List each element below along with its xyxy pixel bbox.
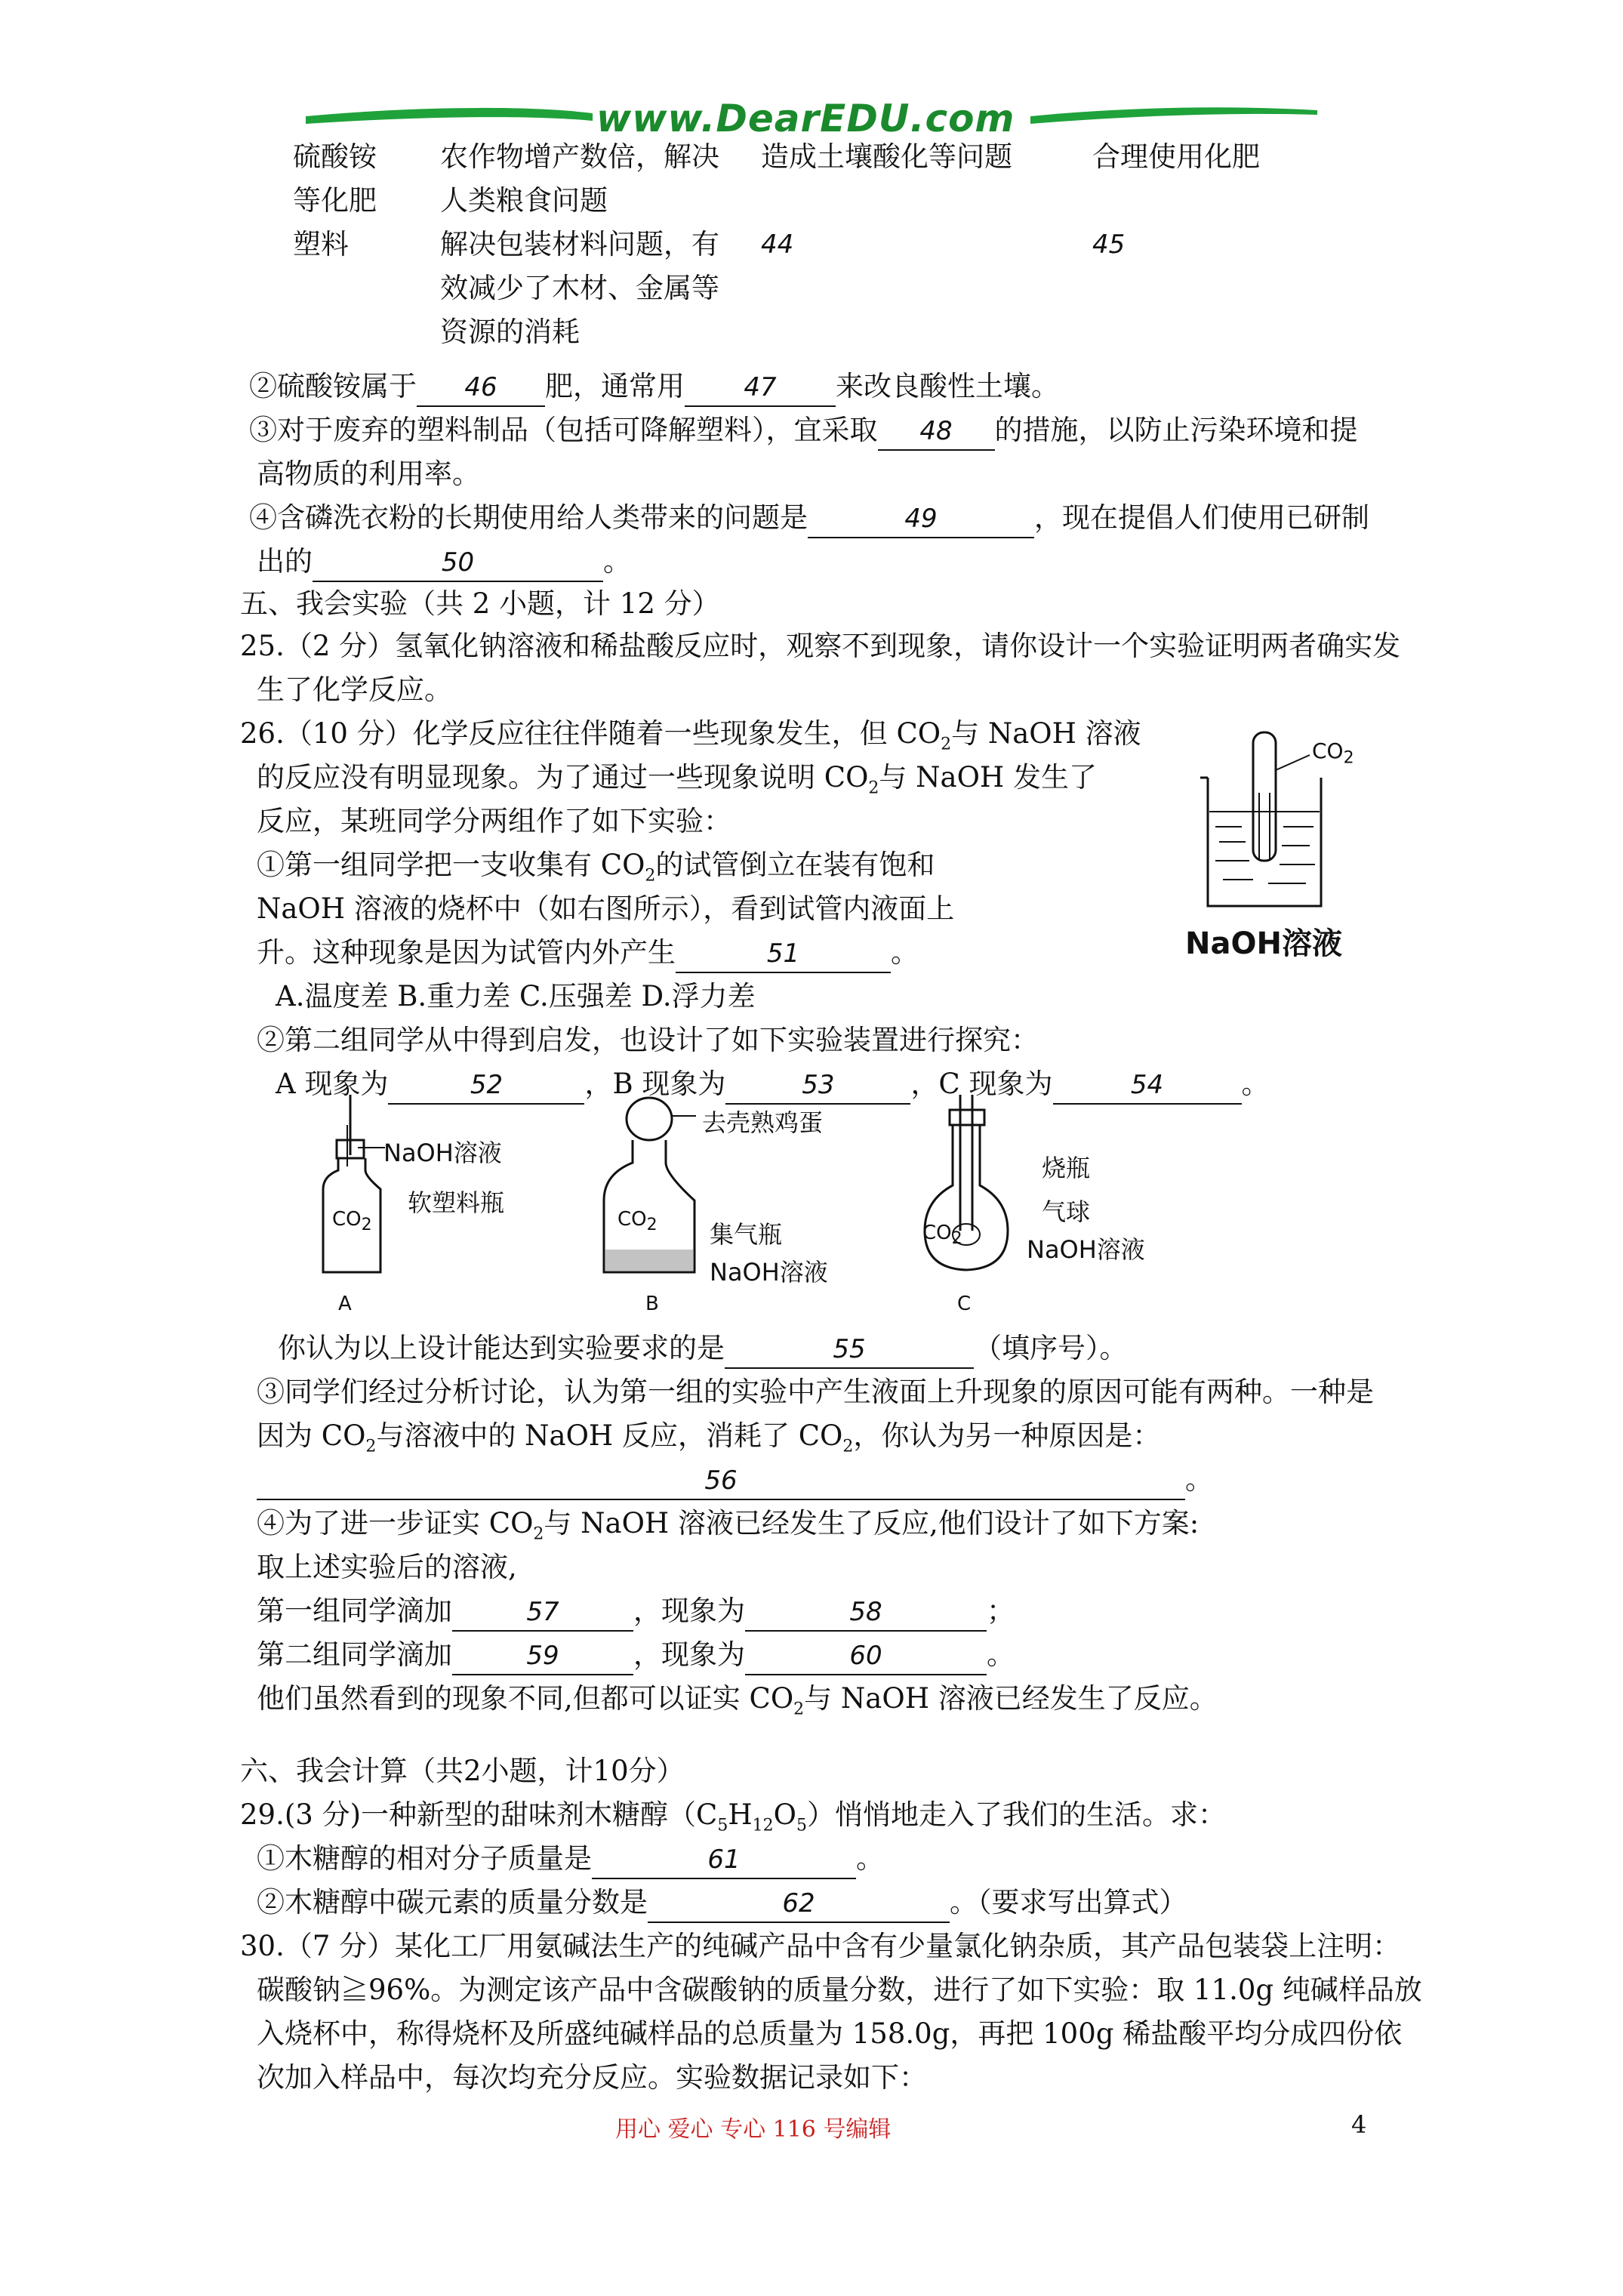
q30-line4: 次加入样品中，每次均充分反应。实验数据记录如下： <box>257 2061 927 2094</box>
figA-gas-label: $CO_2$ <box>332 1208 372 1235</box>
q25-line2: 生了化学反应。 <box>257 673 452 706</box>
figB-jar-label: 集气瓶 <box>710 1220 783 1249</box>
q26-line1: 26.（10 分）化学反应往往伴随着一些现象发生，但 $CO_2$与 NaOH 溶液 <box>240 717 1141 754</box>
apparatus-a <box>302 1095 393 1299</box>
q24-line2: ②硫酸铵属于 46 肥，通常用 47 来改良酸性土壤。 <box>249 365 1059 408</box>
q57-line1: ④为了进一步证实 $CO_2$与 NaOH 溶液已经发生了反应,他们设计了如下方案: <box>257 1507 1200 1544</box>
blank-53: 53 <box>725 1067 910 1105</box>
figB-naoh-label: NaOH溶液 <box>710 1258 828 1287</box>
fig1-naoh-label: NaOH溶液 <box>1185 926 1342 961</box>
figure-abc <box>302 1095 1208 1321</box>
figure-test-tube-beaker <box>1178 725 1434 966</box>
figA-caption: A <box>338 1293 352 1315</box>
q25-line1: 25.（2 分）氢氧化钠溶液和稀盐酸反应时，观察不到现象，请你设计一个实验证明两者确实发 <box>240 630 1401 662</box>
q56-line2: 因为 $CO_2$与溶液中的 NaOH 反应，消耗了 $CO_2$，你认为另一种原因是： <box>257 1419 1161 1456</box>
figC-flask-label: 烧瓶 <box>1042 1154 1091 1182</box>
q56-line1: ③同学们经过分析讨论，认为第一组的实验中产生液面上升现象的原因可能有两种。一种是 <box>257 1376 1374 1408</box>
blank-50: 50 <box>313 544 603 582</box>
table-cell: 硫酸铵 <box>293 140 377 173</box>
q26-abc-line: A 现象为 52 ，B 现象为 53 ，C 现象为 54 。 <box>276 1063 1270 1105</box>
fig1-co2-label: $CO_2$ <box>1312 738 1354 768</box>
blank-52: 52 <box>388 1067 584 1105</box>
q30-line2: 碳酸钠≧96%。为测定该产品中含碳酸钠的质量分数，进行了如下实验：取 11.0g 纯碱样品放 <box>257 1974 1422 2006</box>
table-cell: 解决包装材料问题，有 <box>440 228 719 260</box>
blank-45: 45 <box>1092 230 1126 260</box>
blank-54: 54 <box>1053 1067 1242 1105</box>
figA-bottle-label: 软塑料瓶 <box>408 1188 505 1217</box>
q57-group2: 第二组同学滴加 59 ，现象为 60 。 <box>257 1634 1015 1676</box>
table-cell: 资源的消耗 <box>440 316 580 348</box>
q29-line2: ①木糖醇的相对分子质量是 61 。 <box>257 1838 884 1880</box>
blank-49: 49 <box>808 501 1034 538</box>
q24-line4: ④含磷洗衣粉的长期使用给人类带来的问题是 49 ，现在提倡人们使用已研制 <box>249 497 1369 539</box>
blank-51: 51 <box>676 935 891 973</box>
q57-end: 他们虽然看到的现象不同,但都可以证实 $CO_2$与 NaOH 溶液已经发生了反应。 <box>257 1682 1218 1719</box>
table-cell: 造成土壤酸化等问题 <box>761 140 1012 173</box>
q30-line3: 入烧杯中，称得烧杯及所盛纯碱样品的总质量为 158.0g，再把 100g 稀盐酸平均分成四份依 <box>257 2017 1403 2050</box>
figB-gas-label: $CO_2$ <box>617 1208 658 1235</box>
figA-naoh-label: NaOH溶液 <box>383 1139 502 1167</box>
q24-line3: ③对于废弃的塑料制品（包括可降解塑料），宜采取 48 的措施，以防止污染环境和提 <box>249 409 1358 451</box>
q26-options: A.温度差 B.重力差 C.压强差 D.浮力差 <box>276 980 756 1012</box>
q30-line1: 30.（7 分）某化工厂用氨碱法生产的纯碱产品中含有少量氯化钠杂质，其产品包装袋上注明： <box>240 1930 1401 1962</box>
table-cell: 人类粮食问题 <box>440 184 608 217</box>
blank-60: 60 <box>745 1638 987 1675</box>
q57-group1: 第一组同学滴加 57 ，现象为 58 ； <box>257 1590 1015 1632</box>
blank-44: 44 <box>761 230 794 260</box>
figC-balloon-label: 气球 <box>1042 1197 1091 1226</box>
blank-56: 56 <box>257 1462 1185 1500</box>
figB-egg-label: 去壳熟鸡蛋 <box>702 1108 824 1137</box>
blank-61: 61 <box>592 1841 856 1879</box>
table-cell: 合理使用化肥 <box>1092 140 1260 173</box>
blank-57: 57 <box>452 1594 633 1632</box>
blank-46: 46 <box>417 369 545 407</box>
figC-caption: C <box>957 1293 972 1315</box>
figC-gas-label: $CO_2$ <box>922 1222 962 1249</box>
table-cell: 农作物增产数倍，解决 <box>440 140 719 173</box>
table-cell: 效减少了木材、金属等 <box>440 272 719 304</box>
figC-naoh-label: NaOH溶液 <box>1027 1235 1145 1264</box>
q26-line4: ①第一组同学把一支收集有 $CO_2$的试管倒立在装有饱和 <box>257 849 935 886</box>
q57-line2: 取上述实验后的溶液, <box>257 1551 517 1583</box>
site-logo: www.DearEDU.com <box>596 97 1015 140</box>
figB-caption: B <box>645 1293 659 1315</box>
blank-55: 55 <box>725 1331 974 1369</box>
blank-62: 62 <box>648 1885 950 1923</box>
q29-line3: ②木糖醇中碳元素的质量分数是 62 。（要求写出算式） <box>257 1881 1187 1924</box>
page-number: 4 <box>1351 2110 1367 2139</box>
q26-line2: 的反应没有明显现象。为了通过一些现象说明 $CO_2$与 NaOH 发生了 <box>257 761 1097 798</box>
blank-59: 59 <box>452 1638 633 1675</box>
q56-line3: 56 。 <box>257 1459 1213 1501</box>
blank-47: 47 <box>685 369 836 407</box>
blank-58: 58 <box>745 1594 987 1632</box>
q24-line4-cont: 出的 50 。 <box>257 541 631 583</box>
q24-line3-cont: 高物质的利用率。 <box>257 458 480 490</box>
blank-48: 48 <box>878 413 995 451</box>
apparatus-c <box>921 1095 1034 1299</box>
q26-line3: 反应，某班同学分两组作了如下实验： <box>257 805 731 837</box>
footer-note: 用心 爱心 专心 116 号编辑 <box>615 2116 892 2143</box>
q29-line1: 29.(3 分)一种新型的甜味剂木糖醇$(C_5H_{12}O_5)$悄悄地走入了我们的生活。求： <box>240 1798 1226 1835</box>
table-cell: 塑料 <box>293 228 349 260</box>
apparatus-b <box>596 1095 710 1299</box>
q26-line8: ②第二组同学从中得到启发，也设计了如下实验装置进行探究： <box>257 1024 1039 1056</box>
q55-line: 你认为以上设计能达到实验要求的是 55 （填序号）。 <box>278 1327 1128 1370</box>
q26-line6: 升。这种现象是因为试管内外产生 51 。 <box>257 932 919 974</box>
section5-title: 五、我会实验（共 2 小题，计 12 分） <box>240 587 720 620</box>
table-cell: 等化肥 <box>293 184 377 217</box>
section6-title: 六、我会计算（共2小题，计10分） <box>240 1755 685 1787</box>
q26-line5: NaOH 溶液的烧杯中（如右图所示），看到试管内液面上 <box>257 892 955 925</box>
